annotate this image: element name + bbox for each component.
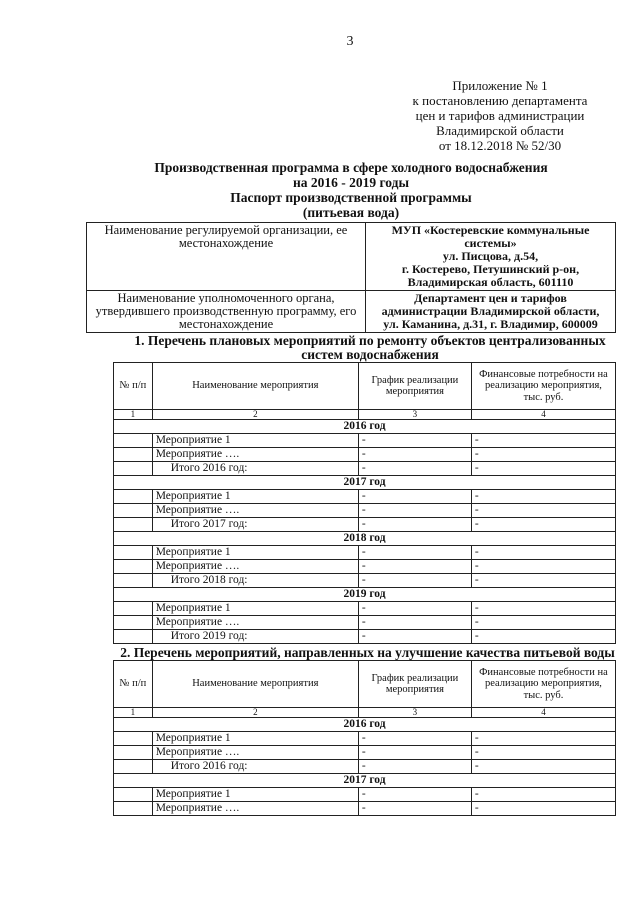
- year-row: [114, 420, 616, 434]
- table-cell: Итого 2016 год:: [152, 760, 358, 774]
- table-cell: -: [471, 434, 615, 448]
- passport-value: [366, 223, 616, 291]
- section-1-heading: [120, 334, 620, 362]
- table-row: [114, 462, 616, 476]
- table-cell: -: [358, 802, 471, 816]
- year-label: 2016 год: [114, 420, 616, 434]
- year-row: [114, 476, 616, 490]
- column-number: 1: [114, 708, 153, 718]
- appendix-line: цен и тарифов администрации: [415, 108, 585, 123]
- heading-line: систем водоснабжения: [301, 347, 439, 362]
- table-cell: -: [358, 434, 471, 448]
- table-cell: [114, 616, 153, 630]
- table-cell: Мероприятие ….: [152, 746, 358, 760]
- table-row: [114, 546, 616, 560]
- table-cell: Итого 2018 год:: [152, 574, 358, 588]
- section-2-heading: 2. Перечень мероприятий, направленных на улучшение качества питьевой воды: [120, 645, 615, 660]
- table-cell: -: [358, 504, 471, 518]
- appendix-block: [400, 78, 600, 153]
- table-cell: -: [471, 746, 615, 760]
- table-row: [114, 802, 616, 816]
- year-label: 2018 год: [114, 532, 616, 546]
- value-line: г. Костерево, Петушинский р-он,: [401, 262, 580, 276]
- table-cell: -: [471, 760, 615, 774]
- passport-table: [86, 222, 616, 333]
- table-cell: Итого 2017 год:: [152, 518, 358, 532]
- passport-row: [87, 291, 616, 333]
- table-row: [114, 746, 616, 760]
- table-row: [114, 504, 616, 518]
- table-cell: -: [358, 546, 471, 560]
- table-cell: -: [471, 546, 615, 560]
- table-cell: -: [471, 732, 615, 746]
- column-number: 4: [471, 410, 615, 420]
- table-row: [114, 602, 616, 616]
- table-cell: [114, 462, 153, 476]
- column-header: График реализации мероприятия: [358, 363, 471, 410]
- column-header: Финансовые потребности на реализацию мероприятия, тыс. руб.: [471, 661, 615, 708]
- document-body: [86, 222, 616, 816]
- table-cell: -: [358, 574, 471, 588]
- column-header: Наименование мероприятия: [152, 363, 358, 410]
- column-number: 3: [358, 708, 471, 718]
- column-header: Финансовые потребности на реализацию мероприятия, тыс. руб.: [471, 363, 615, 410]
- column-number: 1: [114, 410, 153, 420]
- column-number: 2: [152, 708, 358, 718]
- column-number: 3: [358, 410, 471, 420]
- table-cell: -: [471, 788, 615, 802]
- table-row: [114, 732, 616, 746]
- table-cell: -: [471, 518, 615, 532]
- table-cell: Мероприятие ….: [152, 560, 358, 574]
- table-cell: -: [471, 802, 615, 816]
- table-cell: Мероприятие 1: [152, 602, 358, 616]
- table-cell: -: [358, 602, 471, 616]
- column-number: 4: [471, 708, 615, 718]
- year-row: [114, 532, 616, 546]
- table-cell: [114, 504, 153, 518]
- appendix-line: Владимирской области: [436, 123, 564, 138]
- table-cell: -: [358, 630, 471, 644]
- table-cell: -: [471, 504, 615, 518]
- table-row: [114, 448, 616, 462]
- table-cell: [114, 630, 153, 644]
- title-line: (питьевая вода): [302, 205, 400, 220]
- value-line: Владимирская область, 601110: [407, 275, 574, 289]
- table-cell: Итого 2016 год:: [152, 462, 358, 476]
- table-row: [114, 788, 616, 802]
- table-cell: [114, 732, 153, 746]
- value-line: МУП «Костеревские коммунальные системы»: [391, 223, 590, 250]
- column-header: График реализации мероприятия: [358, 661, 471, 708]
- table-cell: -: [358, 616, 471, 630]
- value-line: администрации Владимирской области,: [381, 304, 600, 318]
- column-number: 2: [152, 410, 358, 420]
- table-row: [114, 434, 616, 448]
- table-cell: [114, 448, 153, 462]
- table-cell: [114, 434, 153, 448]
- year-label: 2016 год: [114, 718, 616, 732]
- table-cell: -: [358, 732, 471, 746]
- table-cell: -: [471, 448, 615, 462]
- column-number-row: [114, 708, 616, 718]
- table-cell: -: [471, 602, 615, 616]
- water-quality-measures-table: [113, 660, 616, 816]
- header-row: [114, 363, 616, 410]
- table-cell: Мероприятие 1: [152, 546, 358, 560]
- table-cell: Мероприятие ….: [152, 616, 358, 630]
- table-cell: [114, 602, 153, 616]
- table-cell: -: [358, 462, 471, 476]
- column-header: № п/п: [114, 363, 153, 410]
- table-cell: -: [471, 490, 615, 504]
- title-line: на 2016 - 2019 годы: [292, 175, 410, 190]
- table-cell: [114, 560, 153, 574]
- table-cell: -: [358, 746, 471, 760]
- appendix-line: Приложение № 1: [452, 78, 548, 93]
- passport-label: Наименование регулируемой организации, ее местонахождение: [87, 223, 366, 291]
- year-label: 2017 год: [114, 774, 616, 788]
- table-cell: -: [358, 518, 471, 532]
- table-cell: Мероприятие 1: [152, 434, 358, 448]
- table-row: [114, 518, 616, 532]
- value-line: ул. Каманина, д.31, г. Владимир, 600009: [383, 317, 598, 331]
- table-cell: [114, 574, 153, 588]
- table-cell: -: [471, 560, 615, 574]
- table-cell: [114, 760, 153, 774]
- table-cell: [114, 788, 153, 802]
- appendix-line: от 18.12.2018 № 52/30: [438, 138, 562, 153]
- table-row: [114, 560, 616, 574]
- table-cell: -: [358, 448, 471, 462]
- passport-row: [87, 223, 616, 291]
- passport-label: Наименование уполномоченного органа, утвердившего производственную программу, его местонахождение: [87, 291, 366, 333]
- table-cell: [114, 518, 153, 532]
- table-cell: [114, 746, 153, 760]
- heading-line: 1. Перечень плановых мероприятий по ремонту объектов централизованных: [134, 333, 606, 348]
- table-cell: -: [471, 616, 615, 630]
- table-cell: -: [358, 760, 471, 774]
- appendix-line: к постановлению департамента: [412, 93, 588, 108]
- value-line: Департамент цен и тарифов: [414, 291, 567, 305]
- table-row: [114, 760, 616, 774]
- table-row: [114, 616, 616, 630]
- year-row: [114, 774, 616, 788]
- document-title: [86, 160, 616, 220]
- table-cell: -: [358, 560, 471, 574]
- table-cell: Мероприятие ….: [152, 448, 358, 462]
- title-line: Паспорт производственной программы: [230, 190, 472, 205]
- title-line: Производственная программа в сфере холодного водоснабжения: [154, 160, 548, 175]
- table-cell: Мероприятие 1: [152, 732, 358, 746]
- year-label: 2019 год: [114, 588, 616, 602]
- table-cell: -: [471, 574, 615, 588]
- value-line: ул. Писцова, д.54,: [442, 249, 539, 263]
- table-row: [114, 490, 616, 504]
- table-cell: Мероприятие ….: [152, 504, 358, 518]
- repair-measures-table: [113, 362, 616, 644]
- column-header: Наименование мероприятия: [152, 661, 358, 708]
- table-cell: Мероприятие 1: [152, 788, 358, 802]
- table-cell: -: [471, 462, 615, 476]
- table-cell: [114, 490, 153, 504]
- table-cell: Мероприятие ….: [152, 802, 358, 816]
- column-number-row: [114, 410, 616, 420]
- table-cell: -: [471, 630, 615, 644]
- year-row: [114, 718, 616, 732]
- passport-value: [366, 291, 616, 333]
- page-number: 3: [346, 34, 354, 49]
- table-cell: -: [358, 788, 471, 802]
- table-cell: Мероприятие 1: [152, 490, 358, 504]
- table-row: [114, 630, 616, 644]
- header-row: [114, 661, 616, 708]
- column-header: № п/п: [114, 661, 153, 708]
- year-label: 2017 год: [114, 476, 616, 490]
- table-cell: Итого 2019 год:: [152, 630, 358, 644]
- table-cell: -: [358, 490, 471, 504]
- table-row: [114, 574, 616, 588]
- year-row: [114, 588, 616, 602]
- table-cell: [114, 546, 153, 560]
- table-cell: [114, 802, 153, 816]
